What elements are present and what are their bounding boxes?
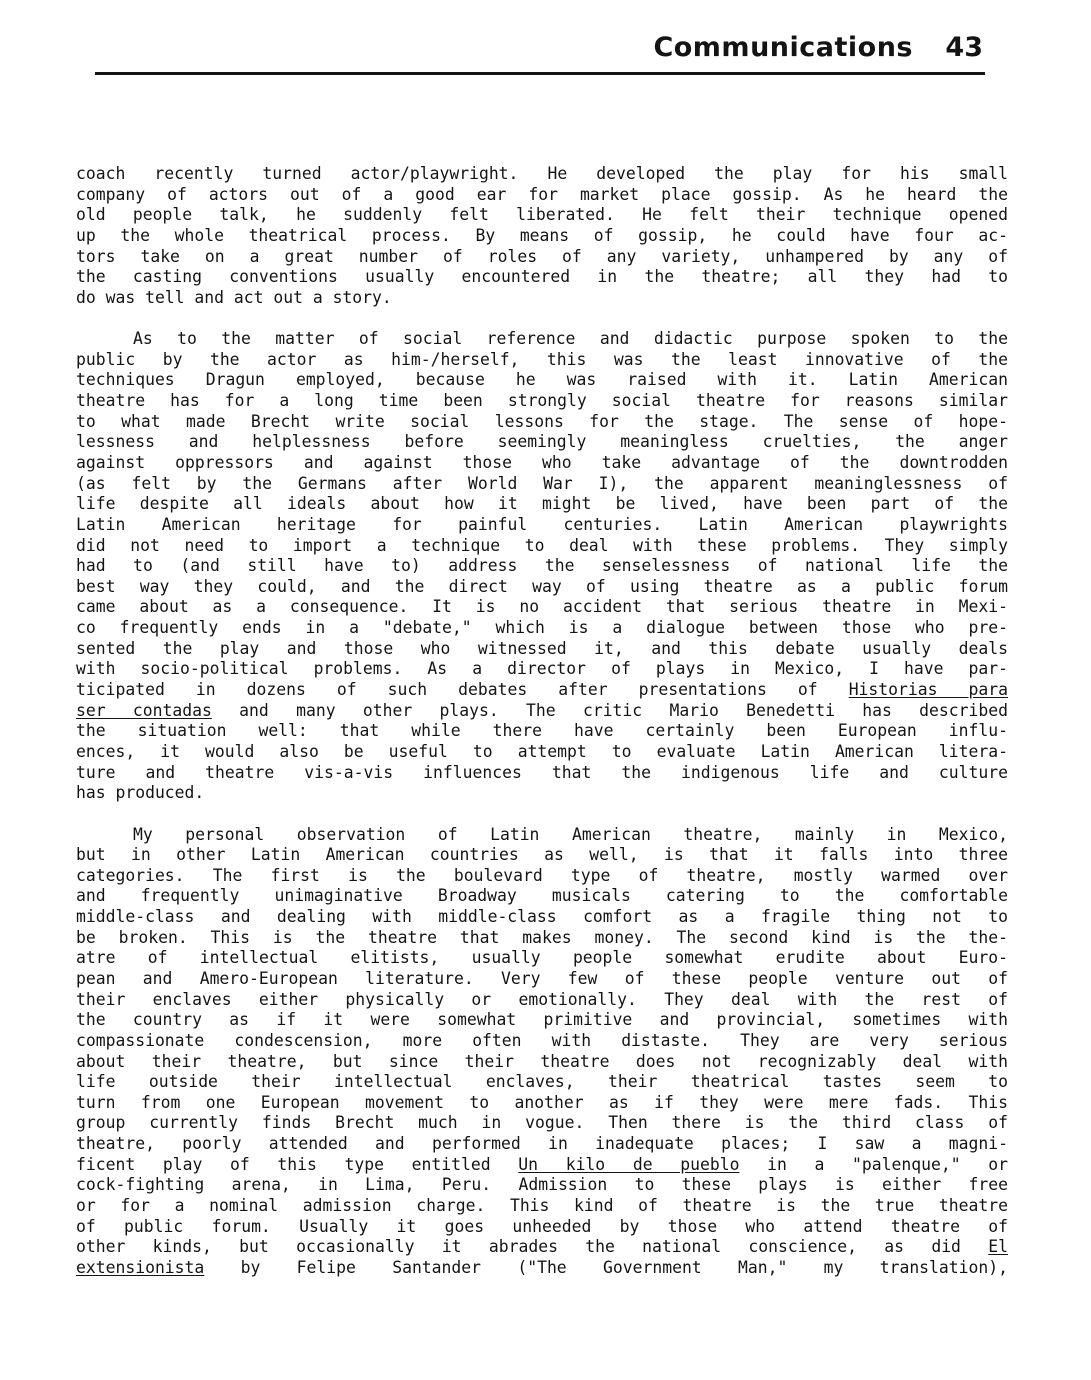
paragraph-1: [76, 164, 1008, 308]
text-line: coach recently turned actor/playwright. He developed the play for his small: [76, 164, 1008, 183]
text-line: up the whole theatrical process. By means of gossip, he could have four ac-: [76, 225, 1008, 245]
play-title-el: El: [988, 1237, 1008, 1257]
paragraph-gap: [76, 308, 1008, 329]
text-line: has produced.: [76, 783, 205, 803]
text-line: pean and Amero-European literature. Very few of these people venture out of: [76, 968, 1008, 988]
text-line: ture and theatre vis-a-vis influences that the indigenous life and culture: [76, 762, 1008, 782]
text-line: do was tell and act out a story.: [76, 287, 392, 307]
text-line: lessness and helplessness before seemingly meaningless cruelties, the anger: [76, 432, 1008, 452]
text-line: turn from one European movement to another as if they were mere fads. This: [76, 1092, 1008, 1112]
text-line: life outside their intellectual enclaves, their theatrical tastes seem to: [76, 1072, 1008, 1092]
text-line: public by the actor as him-/herself, this was the least innovative of the: [76, 349, 1008, 369]
text-line: but in other Latin American countries as well, is that it falls into three: [76, 845, 1008, 865]
text-line-with-title: [76, 701, 1008, 722]
text-line: group currently finds Brecht much in vogue. Then there is the third class of: [76, 1113, 1008, 1133]
text-line: My personal observation of Latin American theatre, mainly in Mexico,: [133, 824, 1008, 844]
text-line: theatre has for a long time been strongly social theatre for reasons similar: [76, 391, 1008, 411]
text-line: best way they could, and the direct way of using theatre as a public forum: [76, 576, 1008, 596]
page-header: [95, 30, 985, 75]
text-line: the country as if it were somewhat primitive and provincial, sometimes with: [76, 1010, 1008, 1030]
text-line: techniques Dragun employed, because he was raised with it. Latin American: [76, 370, 1008, 390]
text-line: against oppressors and against those who take advantage of the downtrodden: [76, 452, 1008, 472]
text-line: old people talk, he suddenly felt liberated. He felt their technique opened: [76, 205, 1008, 225]
line-text: other kinds, but occasionally it abrades the national conscience, as did: [76, 1237, 961, 1257]
text-line: sented the play and those who witnessed it, and this debate usually deals: [76, 638, 1008, 658]
text-line-with-title: [76, 680, 1008, 701]
text-line: company of actors out of a good ear for market place gossip. As he heard the: [76, 184, 1008, 204]
text-line: atre of intellectual elitists, usually people somewhat erudite about Euro-: [76, 948, 1008, 968]
text-line: middle-class and dealing with middle-class comfort as a fragile thing not to: [76, 907, 1008, 927]
text-line: tors take on a great number of roles of any variety, unhampered by any of: [76, 246, 1008, 266]
text-line: had to (and still have to) address the senselessness of national life the: [76, 556, 1008, 576]
text-line: with socio-political problems. As a director of plays in Mexico, I have par-: [76, 659, 1008, 679]
paragraph-3: [76, 825, 1008, 1279]
body-text: [76, 164, 1008, 1279]
paragraph-2: [76, 329, 1008, 804]
page-number: 43: [945, 32, 983, 63]
text-line: and frequently unimaginative Broadway musicals catering to the comfortable: [76, 886, 1008, 906]
text-line: categories. The first is the boulevard type of theatre, mostly warmed over: [76, 865, 1008, 885]
text-line-with-title: [76, 1155, 1008, 1176]
text-line: As to the matter of social reference and didactic purpose spoken to the: [133, 329, 1008, 349]
play-title-extensionista: extensionista: [76, 1257, 205, 1277]
play-title-historias: Historias para: [848, 680, 1009, 700]
text-line: be broken. This is the theatre that makes money. The second kind is the the-: [76, 927, 1008, 947]
text-line: ences, it would also be useful to attempt to evaluate Latin American litera-: [76, 741, 1008, 761]
line-text: in a "palenque," or: [767, 1154, 1008, 1174]
paragraph-gap: [76, 804, 1008, 825]
running-head-title: Communications: [653, 32, 913, 63]
text-line: or for a nominal admission charge. This kind of theatre is the true theatre: [76, 1196, 1008, 1216]
text-line: the situation well: that while there have certainly been European influ-: [76, 721, 1008, 741]
line-text: and many other plays. The critic Mario Benedetti has described: [239, 700, 1008, 720]
line-text: ticipated in dozens of such debates after presentations of: [76, 680, 818, 700]
text-line: of public forum. Usually it goes unheeded by those who attend theatre of: [76, 1216, 1008, 1236]
text-line: (as felt by the Germans after World War I), the apparent meaninglessness of: [76, 473, 1008, 493]
text-line: co frequently ends in a "debate," which is a dialogue between those who pre-: [76, 618, 1008, 638]
text-line-with-title: [76, 1237, 1008, 1258]
text-line: the casting conventions usually encountered in the theatre; all they had to: [76, 267, 1008, 287]
text-line: life despite all ideals about how it might be lived, have been part of the: [76, 494, 1008, 514]
text-line: their enclaves either physically or emotionally. They deal with the rest of: [76, 989, 1008, 1009]
line-text: by Felipe Santander ("The Government Man," my translation),: [240, 1257, 1008, 1277]
text-line: theatre, poorly attended and performed in inadequate places; I saw a magni-: [76, 1134, 1008, 1154]
play-title-un-kilo-de-pueblo: Un kilo de pueblo: [518, 1154, 740, 1174]
text-line: Latin American heritage for painful centuries. Latin American playwrights: [76, 514, 1008, 534]
line-text: ficent play of this type entitled: [76, 1154, 491, 1174]
text-line: to what made Brecht write social lessons for the stage. The sense of hope-: [76, 411, 1008, 431]
text-line: cock-fighting arena, in Lima, Peru. Admission to these plays is either free: [76, 1175, 1008, 1195]
text-line-with-title: [76, 1258, 1008, 1279]
text-line: compassionate condescension, more often with distaste. They are very serious: [76, 1030, 1008, 1050]
text-line: did not need to import a technique to deal with these problems. They simply: [76, 535, 1008, 555]
text-line: came about as a consequence. It is no accident that serious theatre in Mexi-: [76, 597, 1008, 617]
play-title-ser-contadas: ser contadas: [76, 700, 212, 720]
text-line: about their theatre, but since their theatre does not recognizably deal with: [76, 1051, 1008, 1071]
